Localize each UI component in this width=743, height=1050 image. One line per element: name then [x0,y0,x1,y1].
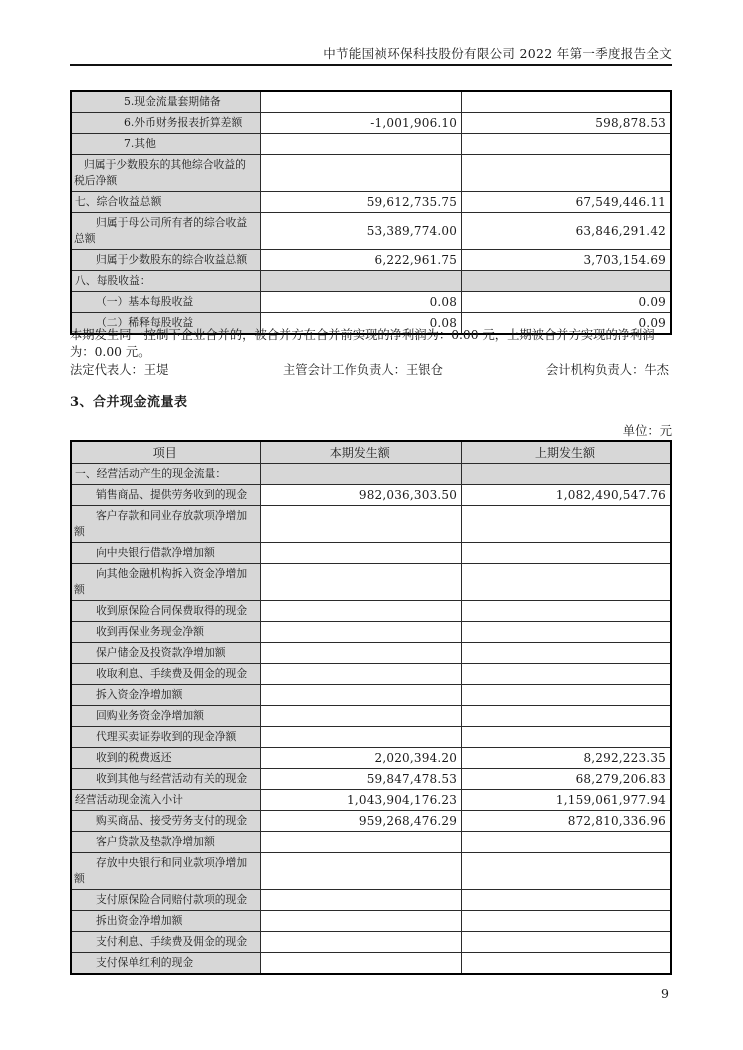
item-label-cell: 收到再保业务现金净额 [71,622,260,643]
table-row [71,706,671,727]
item-label-cell: 代理买卖证券收到的现金净额 [71,727,260,748]
page-number: 9 [661,986,669,1001]
prior-period-value-cell [462,953,671,975]
table-row [71,953,671,975]
item-label-cell: 八、每股收益： [71,271,260,292]
table-row [71,664,671,685]
prior-period-value-cell [462,601,671,622]
table-row [71,790,671,811]
current-period-value-cell [260,464,462,485]
prior-period-value-cell [462,911,671,932]
legal-representative-signature: 法定代表人：王堤 [70,363,169,377]
prior-period-value-cell: 0.09 [462,292,671,313]
prior-period-value-cell: 598,878.53 [462,113,671,134]
item-label-cell: 归属于少数股东的其他综合收益的税后净额 [71,155,260,192]
current-period-value-cell [260,932,462,953]
prior-period-value-cell: 872,810,336.96 [462,811,671,832]
item-label-cell: 收到原保险合同保费取得的现金 [71,601,260,622]
current-period-value-cell [260,685,462,706]
current-period-value-cell [260,506,462,543]
item-label-cell: 七、综合收益总额 [71,192,260,213]
item-label-cell: 经营活动现金流入小计 [71,790,260,811]
item-label-cell: 6.外币财务报表折算差额 [71,113,260,134]
table-row [71,748,671,769]
table-row [71,292,671,313]
prior-period-value-cell [462,643,671,664]
comprehensive-income-table-body [71,91,671,334]
current-period-value-cell [260,706,462,727]
prior-period-value-cell [462,932,671,953]
item-label-cell: 收到其他与经营活动有关的现金 [71,769,260,790]
cash-flow-table-body [71,464,671,975]
current-period-value-cell: 53,389,774.00 [260,213,462,250]
table-row [71,811,671,832]
table-row [71,853,671,890]
current-period-value-cell: 959,268,476.29 [260,811,462,832]
table-row [71,506,671,543]
table-row [71,564,671,601]
cash-flow-header-row [71,441,671,464]
table-row [71,485,671,506]
table-row [71,134,671,155]
current-period-value-cell [260,91,462,113]
current-period-value-cell [260,643,462,664]
prior-period-value-cell [462,564,671,601]
item-label-cell: 拆出资金净增加额 [71,911,260,932]
table-row [71,769,671,790]
current-period-value-cell: 982,036,303.50 [260,485,462,506]
report-header-title: 中节能国祯环保科技股份有限公司 2022 年第一季度报告全文 [323,46,672,61]
table-row [71,601,671,622]
item-label-cell: 向中央银行借款净增加额 [71,543,260,564]
table-row [71,911,671,932]
current-period-value-cell: -1,001,906.10 [260,113,462,134]
item-label-cell: 5.现金流量套期储备 [71,91,260,113]
current-period-value-cell [260,664,462,685]
item-label-cell: 归属于少数股东的综合收益总额 [71,250,260,271]
table-row [71,213,671,250]
item-label-cell: 销售商品、提供劳务收到的现金 [71,485,260,506]
section-row [71,271,671,292]
prior-period-value-cell [462,91,671,113]
item-label-cell: 支付原保险合同赔付款项的现金 [71,890,260,911]
item-label-cell: 拆入资金净增加额 [71,685,260,706]
prior-period-value-cell [462,543,671,564]
current-period-value-cell [260,911,462,932]
item-label-cell: 支付保单红利的现金 [71,953,260,975]
table-row [71,832,671,853]
current-period-value-cell: 59,612,735.75 [260,192,462,213]
current-period-value-cell [260,134,462,155]
header-divider [70,64,672,66]
table-row [71,250,671,271]
table-row [71,727,671,748]
item-label-cell: 一、经营活动产生的现金流量： [71,464,260,485]
current-period-value-cell [260,832,462,853]
item-label-cell: 收取利息、手续费及佣金的现金 [71,664,260,685]
prior-period-value-cell [462,853,671,890]
current-period-value-cell [260,853,462,890]
item-label-cell: 支付利息、手续费及佣金的现金 [71,932,260,953]
current-period-value-cell: 0.08 [260,292,462,313]
current-period-value-cell [260,601,462,622]
current-period-value-cell: 6,222,961.75 [260,250,462,271]
item-label-cell: （一）基本每股收益 [71,292,260,313]
item-label-cell: 保户储金及投资款净增加额 [71,643,260,664]
prior-period-value-cell: 63,846,291.42 [462,213,671,250]
item-label-cell: 收到的税费返还 [71,748,260,769]
item-label-cell: 归属于母公司所有者的综合收益总额 [71,213,260,250]
prior-period-value-cell [462,622,671,643]
current-period-value-cell: 1,043,904,176.23 [260,790,462,811]
section-row [71,464,671,485]
merger-note: 本期发生同一控制下企业合并的，被合并方在合并前实现的净利润为：0.00 元，上期被合并方实现的净利润为：0.00 元。 [70,328,655,359]
prior-period-value-cell [462,464,671,485]
prior-period-value-cell [462,134,671,155]
prior-period-value-cell [462,832,671,853]
current-period-value-cell [260,890,462,911]
current-period-value-cell [260,271,462,292]
unit-label: 单位：元 [622,424,672,438]
table-row [71,192,671,213]
current-period-value-cell [260,727,462,748]
current-period-value-cell: 2,020,394.20 [260,748,462,769]
table-row [71,890,671,911]
prior-period-value-cell: 1,082,490,547.76 [462,485,671,506]
current-period-value-cell: 0.08 [260,313,462,335]
prior-period-value-cell [462,506,671,543]
item-label-cell: 向其他金融机构拆入资金净增加额 [71,564,260,601]
item-label-cell: 7.其他 [71,134,260,155]
table-row [71,543,671,564]
item-column-header: 项目 [71,441,260,464]
prior-period-value-cell [462,727,671,748]
table-row [71,91,671,113]
prior-period-column-header: 上期发生额 [462,441,671,464]
item-label-cell: 回购业务资金净增加额 [71,706,260,727]
table-row [71,643,671,664]
prior-period-value-cell: 1,159,061,977.94 [462,790,671,811]
section-heading: 3、合并现金流量表 [70,395,188,410]
prior-period-value-cell [462,664,671,685]
table-row [71,113,671,134]
item-label-cell: 客户贷款及垫款净增加额 [71,832,260,853]
item-label-cell: 存放中央银行和同业款项净增加额 [71,853,260,890]
chief-accounting-officer-signature: 主管会计工作负责人：王银仓 [283,363,443,377]
prior-period-value-cell [462,685,671,706]
prior-period-value-cell: 0.09 [462,313,671,335]
accounting-department-head-signature: 会计机构负责人：牛杰 [546,363,669,377]
table-row [71,622,671,643]
prior-period-value-cell: 68,279,206.83 [462,769,671,790]
prior-period-value-cell: 8,292,223.35 [462,748,671,769]
table-row [71,685,671,706]
comprehensive-income-table [70,90,672,335]
item-label-cell: （二）稀释每股收益 [71,313,260,335]
current-period-value-cell: 59,847,478.53 [260,769,462,790]
prior-period-value-cell: 3,703,154.69 [462,250,671,271]
current-period-value-cell [260,155,462,192]
prior-period-value-cell [462,706,671,727]
table-row [71,932,671,953]
current-period-column-header: 本期发生额 [260,441,462,464]
current-period-value-cell [260,564,462,601]
cash-flow-table [70,440,672,975]
current-period-value-cell [260,543,462,564]
item-label-cell: 购买商品、接受劳务支付的现金 [71,811,260,832]
prior-period-value-cell: 67,549,446.11 [462,192,671,213]
prior-period-value-cell [462,155,671,192]
item-label-cell: 客户存款和同业存放款项净增加额 [71,506,260,543]
table-row [71,155,671,192]
prior-period-value-cell [462,271,671,292]
current-period-value-cell [260,622,462,643]
prior-period-value-cell [462,890,671,911]
signature-line [70,360,672,378]
current-period-value-cell [260,953,462,975]
